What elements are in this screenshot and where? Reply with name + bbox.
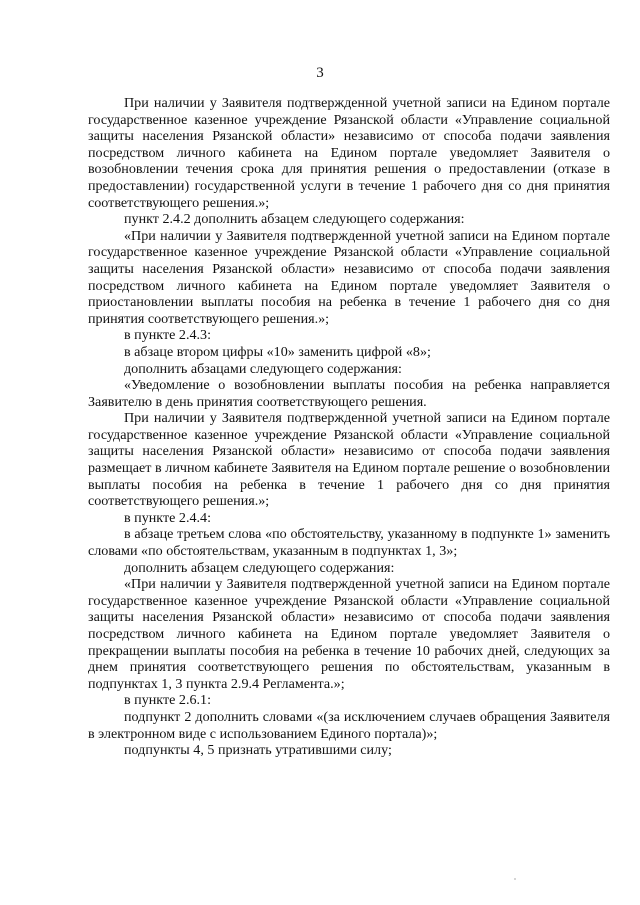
paragraph-clause-2-6-1: в пункте 2.6.1:	[124, 692, 212, 709]
paragraph-replace-words: в абзаце третьем слова «по обстоятельству, указанному в подпункте 1» заменить словами «по обстоятельствам, указанным в подпунктах 1, 3»;	[88, 526, 610, 560]
document-body	[88, 95, 610, 759]
paragraph-clause-2-4-2: пункт 2.4.2 дополнить абзацем следующего содержания:	[124, 211, 465, 228]
paragraph-clause-2-4-3: в пункте 2.4.3:	[124, 327, 212, 344]
paragraph-subclause-2-addition: подпункт 2 дополнить словами «(за исключением случаев обращения Заявителя в электронном виде с использованием Единого портала)»;	[88, 708, 610, 742]
paragraph-subclauses-repeal: подпункты 4, 5 признать утратившими силу;	[124, 742, 392, 759]
paragraph-resumption-decision-posting: При наличии у Заявителя подтвержденной учетной записи на Едином портале государственное казенное учреждение Рязанской области «Управление социальной защиты населения Рязанской области» независимо от способа подачи заявления размещает в личном кабинете Заявителя на Едином портале решение о возобновлении выплаты пособия на ребенка в течение 1 рабочего дня со дня принятия соответствующего решения.»;	[88, 410, 610, 510]
paragraph-resumption-notice: «Уведомление о возобновлении выплаты пособия на ребенка направляется Заявителю в день принятия соответствующего решения.	[88, 377, 610, 410]
paragraph-notification-suspension: «При наличии у Заявителя подтвержденной учетной записи на Едином портале государственное казенное учреждение Рязанской области «Управление социальной защиты населения Рязанской области» независимо от способа подачи заявления посредством личного кабинета на Едином портале уведомляет Заявителя о приостановлении выплаты пособия на ребенка в течение 1 рабочего дня со дня принятия соответствующего решения.»;	[88, 227, 610, 327]
scan-speck	[514, 878, 516, 880]
page-number: 3	[316, 65, 324, 81]
paragraph-replace-digits: в абзаце втором цифры «10» заменить цифрой «8»;	[124, 343, 431, 360]
paragraph-notification-resumption-term: При наличии у Заявителя подтвержденной учетной записи на Едином портале государственное казенное учреждение Рязанской области «Управление социальной защиты населения Рязанской области» независимо от способа подачи заявления посредством личного кабинета на Едином портале уведомляет Заявителя о возобновлении течения срока для принятия решения о предоставлении (отказе в предоставлении) государственной услуги в течение 1 рабочего дня со дня принятия соответствующего решения.»;	[88, 95, 610, 211]
paragraph-notification-termination: «При наличии у Заявителя подтвержденной учетной записи на Едином портале государственное казенное учреждение Рязанской области «Управление социальной защиты населения Рязанской области» независимо от способа подачи заявления посредством личного кабинета на Едином портале уведомляет Заявителя о прекращении выплаты пособия на ребенка в течение 10 рабочих дней, следующих за днем принятия соответствующего решения по обстоятельствам, указанным в подпунктах 1, 3 пункта 2.9.4 Регламента.»;	[88, 576, 610, 692]
paragraph-add-paragraphs: дополнить абзацами следующего содержания:	[124, 360, 402, 377]
paragraph-add-paragraph: дополнить абзацем следующего содержания:	[124, 559, 395, 576]
paragraph-clause-2-4-4: в пункте 2.4.4:	[124, 509, 212, 526]
